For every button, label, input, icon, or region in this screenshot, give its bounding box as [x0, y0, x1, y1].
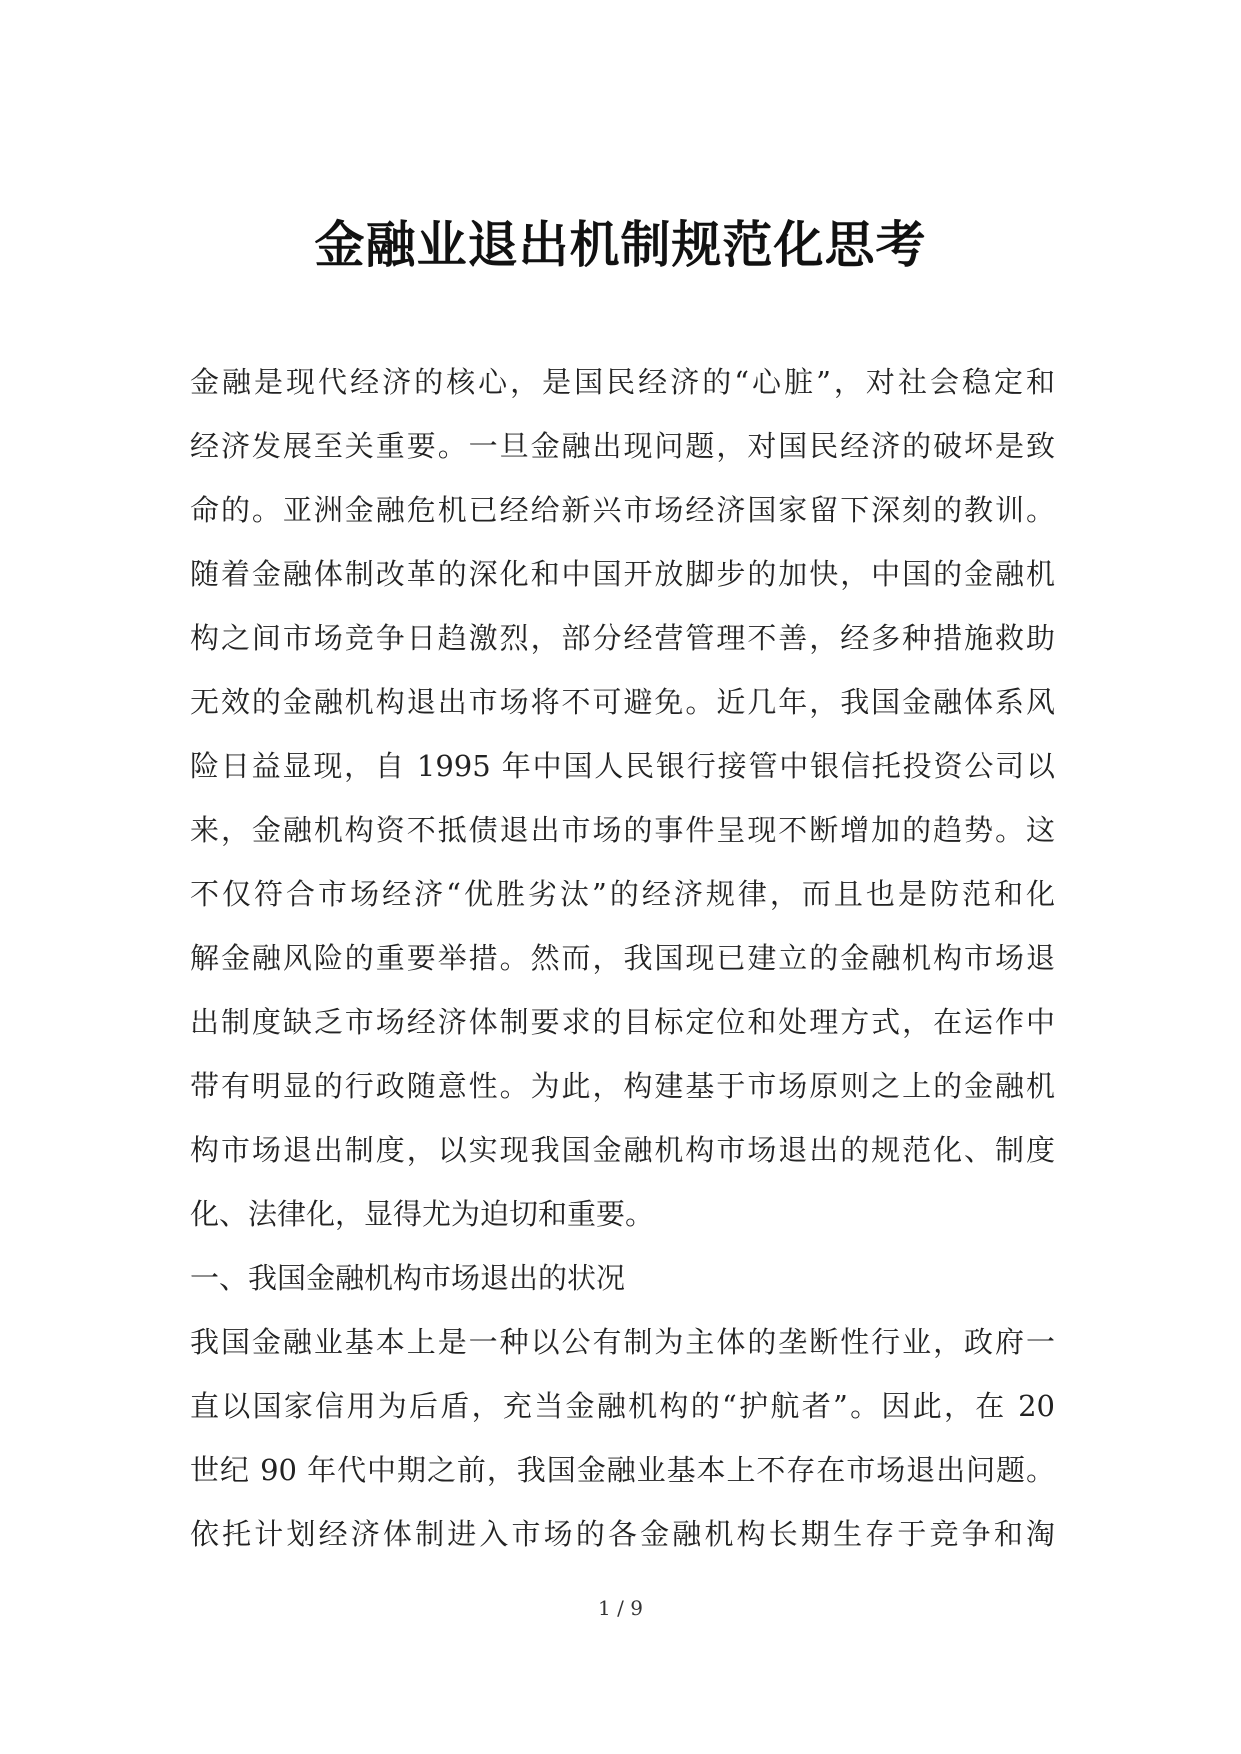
text-line: 依托计划经济体制进入市场的各金融机构长期生存于竞争和淘: [190, 1517, 1055, 1551]
text-line: 来，金融机构资不抵债退出市场的事件呈现不断增加的趋势。这: [190, 813, 1055, 847]
text-line: 我国金融业基本上是一种以公有制为主体的垄断性行业，政府一: [190, 1325, 1055, 1359]
text-line: 构之间市场竞争日趋激烈，部分经营管理不善，经多种措施救助: [190, 621, 1055, 655]
text-line: 无效的金融机构退出市场将不可避免。近几年，我国金融体系风: [190, 685, 1055, 719]
text-line: 解金融风险的重要举措。然而，我国现已建立的金融机构市场退: [190, 941, 1055, 975]
text-line: 不仅符合市场经济“优胜劣汰”的经济规律，而且也是防范和化: [190, 877, 1055, 911]
text-line: 带有明显的行政随意性。为此，构建基于市场原则之上的金融机: [190, 1069, 1055, 1103]
section-heading: 一、我国金融机构市场退出的状况: [190, 1261, 626, 1295]
text-line: 构市场退出制度，以实现我国金融机构市场退出的规范化、制度: [190, 1133, 1055, 1167]
text-line: 出制度缺乏市场经济体制要求的目标定位和处理方式，在运作中: [190, 1005, 1055, 1039]
text-line: 世纪 90 年代中期之前，我国金融业基本上不存在市场退出问题。: [190, 1453, 1055, 1487]
document-title: 金融业退出机制规范化思考: [314, 216, 927, 274]
text-line: 命的。亚洲金融危机已经给新兴市场经济国家留下深刻的教训。: [190, 493, 1055, 527]
text-line: 金融是现代经济的核心，是国民经济的“心脏”，对社会稳定和: [190, 365, 1055, 399]
text-line: 直以国家信用为后盾，充当金融机构的“护航者”。因此，在 20: [190, 1389, 1055, 1423]
text-line: 随着金融体制改革的深化和中国开放脚步的加快，中国的金融机: [190, 557, 1055, 591]
document-body: [190, 350, 1055, 1566]
text-line: 经济发展至关重要。一旦金融出现问题，对国民经济的破坏是致: [190, 429, 1055, 463]
page-number: 1 / 9: [598, 1596, 643, 1620]
text-line: 化、法律化，显得尤为迫切和重要。: [190, 1197, 655, 1231]
text-line: 险日益显现，自 1995 年中国人民银行接管中银信托投资公司以: [190, 749, 1055, 783]
